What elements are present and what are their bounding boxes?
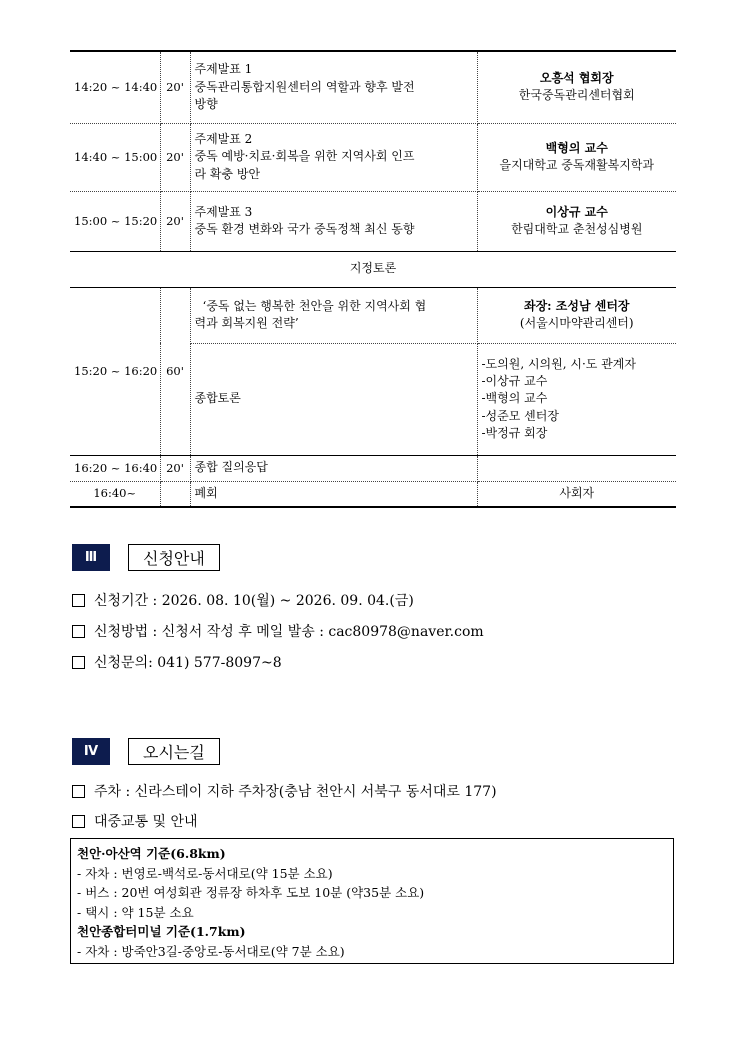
info-item xyxy=(72,811,198,831)
guide-line: - 버스 : 20번 여성회관 정류장 하차후 도보 10분 (약35분 소요) xyxy=(77,885,425,900)
checkbox-square-icon xyxy=(72,625,85,638)
time-cell: 14:20 ~ 14:40 xyxy=(70,51,160,123)
table-row xyxy=(70,481,676,507)
section-title: 신청안내 xyxy=(128,544,220,571)
chair-cell xyxy=(477,287,676,343)
section-heading xyxy=(72,738,220,765)
guide-line: - 자차 : 방죽안3길-중앙로-동서대로(약 7분 소요) xyxy=(77,943,345,959)
duration-cell xyxy=(160,481,190,507)
speaker-org: 한림대학교 춘천성심병원 xyxy=(511,222,643,236)
time-cell: 15:20 ~ 16:20 xyxy=(70,287,160,455)
info-text: 주차 : 신라스테이 지하 주차장(충남 천안시 서북구 동서대로 177) xyxy=(94,784,497,800)
info-text: 신청방법 : 신청서 작성 후 메일 발송 : cac80978@naver.com xyxy=(94,624,484,640)
discussion-label: 종합토론 xyxy=(190,343,477,455)
panelist-item: -성준모 센터장 xyxy=(481,408,559,423)
section-number: Ⅳ xyxy=(72,738,110,765)
duration-cell: 20' xyxy=(160,51,190,123)
panelist-list xyxy=(477,343,676,455)
time-cell: 16:20 ~ 16:40 xyxy=(70,455,160,481)
guide-line: - 자차 : 번영로-백석로-동서대로(약 15분 소요) xyxy=(77,865,333,881)
checkbox-square-icon xyxy=(72,785,85,798)
title-line: 중독 예방·치료·회복을 위한 지역사회 인프 xyxy=(194,149,415,164)
info-item xyxy=(72,781,497,801)
title-line: 주제발표 3 xyxy=(194,204,253,219)
speaker-org: 을지대학교 중독재활복지학과 xyxy=(499,158,654,172)
schedule-table xyxy=(70,50,676,508)
title-line: 주제발표 1 xyxy=(194,62,253,77)
section-title: 오시는길 xyxy=(128,738,220,765)
duration-cell: 20' xyxy=(160,455,190,481)
section-number: Ⅲ xyxy=(72,544,110,571)
info-text: 대중교통 및 안내 xyxy=(94,814,198,830)
table-row xyxy=(70,287,676,343)
guide-heading: 천안종합터미널 기준(1.7km) xyxy=(77,924,246,939)
table-row xyxy=(70,123,676,191)
section-heading xyxy=(72,544,220,571)
speaker-cell xyxy=(477,51,676,123)
info-item xyxy=(72,590,414,610)
panelist-item: -도의원, 시의원, 시·도 관계자 xyxy=(481,356,636,371)
speaker-org: 한국중독관리센터협회 xyxy=(518,88,635,103)
title-line: 중독 환경 변화와 국가 중독정책 최신 동향 xyxy=(194,222,415,236)
title-cell xyxy=(190,191,477,251)
speaker-name: 오흥석 협회장 xyxy=(539,70,614,85)
title-cell: 종합 질의응답 xyxy=(190,455,477,481)
speaker-name: 백형의 교수 xyxy=(545,140,608,155)
table-row xyxy=(70,51,676,123)
speaker-name: 이상규 교수 xyxy=(545,204,608,219)
title-cell xyxy=(190,123,477,191)
title-line: 라 확충 방안 xyxy=(194,166,261,181)
title-line: 중독관리통합지원센터의 역할과 향후 발전 xyxy=(194,79,415,94)
checkbox-square-icon xyxy=(72,815,85,828)
speaker-cell xyxy=(477,455,676,481)
checkbox-square-icon xyxy=(72,656,85,669)
time-cell: 15:00 ~ 15:20 xyxy=(70,191,160,251)
transport-guide-box xyxy=(70,838,674,964)
speaker-cell xyxy=(477,191,676,251)
checkbox-square-icon xyxy=(72,594,85,607)
table-row xyxy=(70,191,676,251)
info-item xyxy=(72,621,484,641)
duration-cell: 20' xyxy=(160,191,190,251)
panel-theme-line: ‘중독 없는 행복한 천안을 위한 지역사회 협 xyxy=(202,298,427,313)
duration-cell: 60' xyxy=(160,287,190,455)
title-cell xyxy=(190,51,477,123)
table-row xyxy=(70,455,676,481)
guide-line: - 택시 : 약 15분 소요 xyxy=(77,904,194,920)
speaker-cell xyxy=(477,123,676,191)
duration-cell: 20' xyxy=(160,123,190,191)
title-cell: 폐회 xyxy=(190,481,477,507)
time-cell: 16:40~ xyxy=(70,481,160,507)
chair-org: (서울시마약관리센터) xyxy=(519,316,634,330)
info-text: 신청기간 : 2026. 08. 10(월) ~ 2026. 09. 04.(금) xyxy=(94,593,414,609)
panel-theme-line: 력과 회복지원 전략’ xyxy=(194,316,299,330)
panel-theme-cell xyxy=(190,287,477,343)
title-line: 주제발표 2 xyxy=(194,131,253,146)
speaker-cell: 사회자 xyxy=(477,481,676,507)
info-item xyxy=(72,652,282,672)
info-text: 신청문의: 041) 577-8097~8 xyxy=(94,655,282,671)
chair-name: 좌장: 조성남 센터장 xyxy=(523,298,630,313)
title-line: 방향 xyxy=(194,96,218,111)
panel-header: 지정토론 xyxy=(70,251,676,287)
panelist-item: -이상규 교수 xyxy=(481,373,548,388)
table-row xyxy=(70,251,676,287)
time-cell: 14:40 ~ 15:00 xyxy=(70,123,160,191)
guide-heading: 천안·아산역 기준(6.8km) xyxy=(77,846,226,861)
panelist-item: -박정규 회장 xyxy=(481,426,548,441)
panelist-item: -백형의 교수 xyxy=(481,391,548,406)
